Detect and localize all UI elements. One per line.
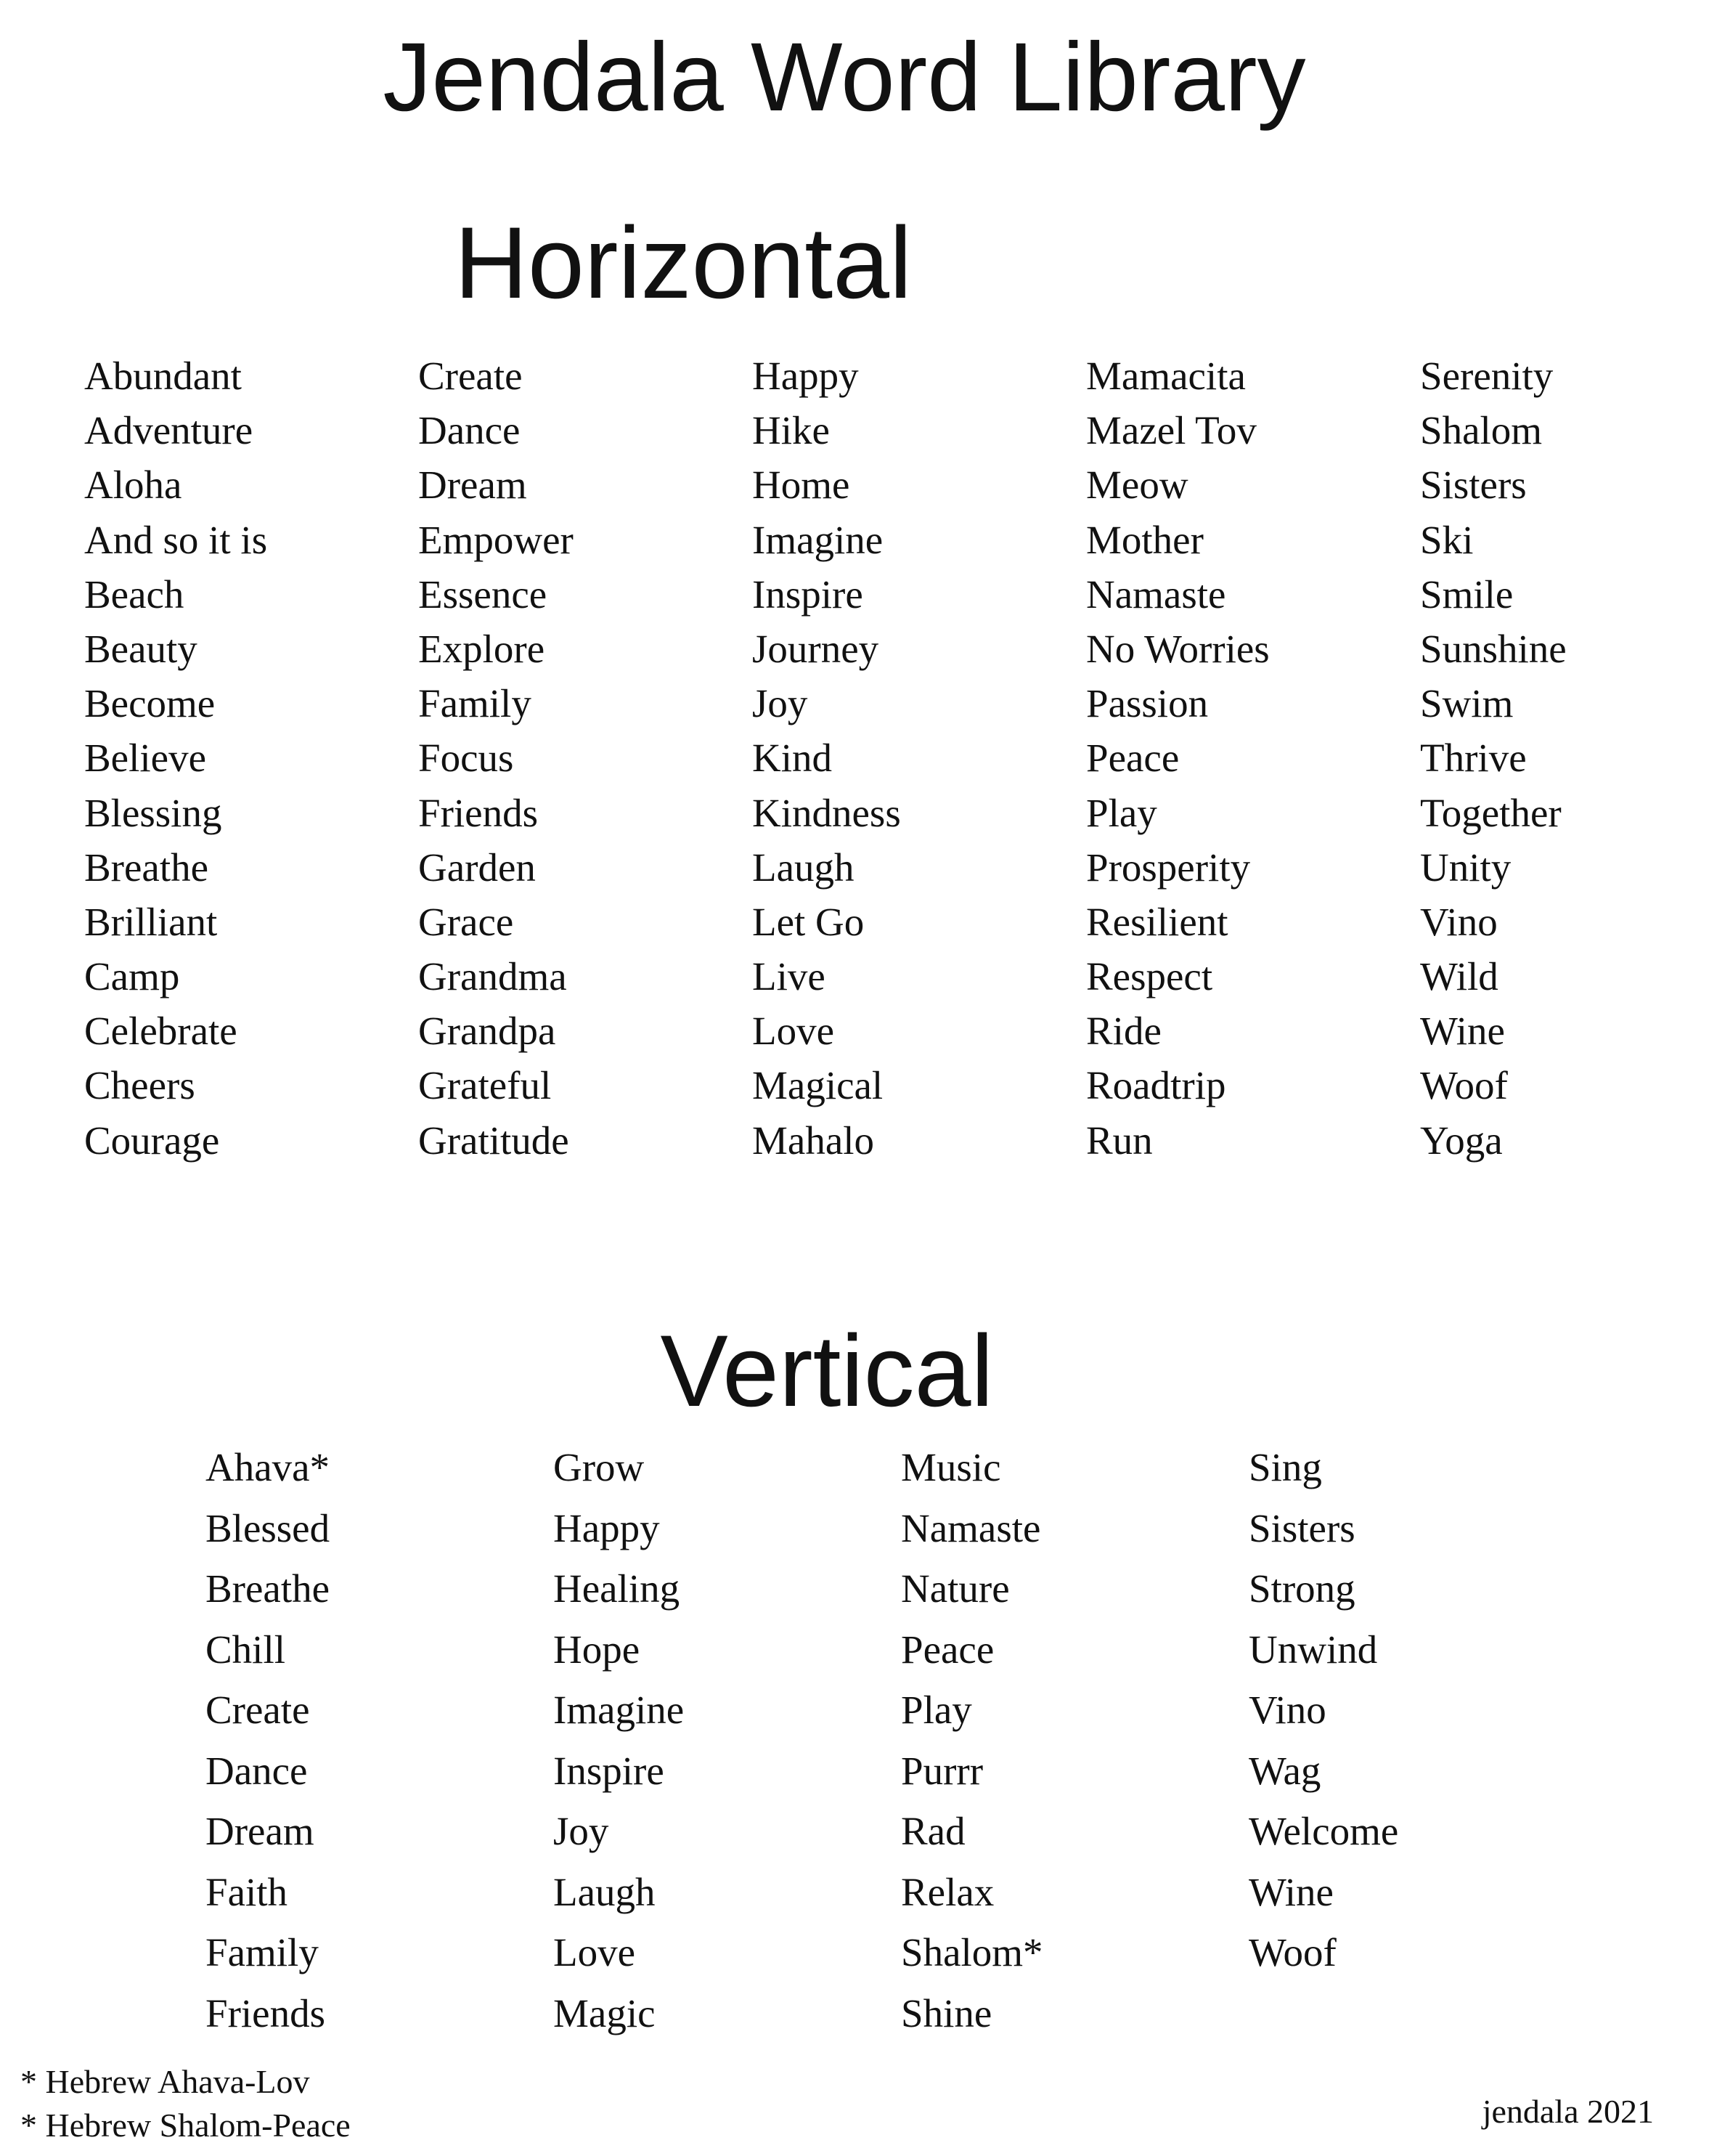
word: Mazel Tov bbox=[1086, 408, 1257, 453]
word: Joy bbox=[752, 681, 808, 726]
word: Aloha bbox=[84, 463, 182, 508]
vertical-heading: Vertical bbox=[660, 1314, 994, 1428]
word: Rad bbox=[901, 1809, 966, 1853]
word: Peace bbox=[1086, 736, 1180, 781]
word: Healing bbox=[553, 1566, 680, 1611]
word: Hike bbox=[752, 408, 830, 453]
word: Believe bbox=[84, 736, 206, 781]
word: Abundant bbox=[84, 354, 242, 398]
word: Joy bbox=[553, 1809, 609, 1853]
word: Family bbox=[205, 1930, 319, 1974]
vertical-column-2 bbox=[553, 1437, 901, 2043]
word: Beauty bbox=[84, 626, 197, 671]
word: Relax bbox=[901, 1869, 995, 1914]
word: And so it is bbox=[84, 517, 268, 562]
word: Woof bbox=[1249, 1930, 1337, 1974]
word: Camp bbox=[84, 954, 180, 999]
word: Empower bbox=[418, 517, 574, 562]
word: Brilliant bbox=[84, 899, 218, 944]
horizontal-column-5 bbox=[1420, 349, 1709, 1168]
word: Adventure bbox=[84, 408, 253, 453]
word: Happy bbox=[553, 1505, 660, 1550]
word: Serenity bbox=[1420, 354, 1554, 398]
word: Sisters bbox=[1420, 463, 1527, 508]
word: Sunshine bbox=[1420, 626, 1567, 671]
horizontal-heading: Horizontal bbox=[454, 206, 913, 320]
vertical-word-list bbox=[205, 1437, 1596, 2043]
horizontal-column-4 bbox=[1086, 349, 1420, 1168]
word: Strong bbox=[1249, 1566, 1355, 1611]
vertical-column-3 bbox=[901, 1437, 1249, 2043]
word: Together bbox=[1420, 790, 1562, 835]
word: Essence bbox=[418, 571, 547, 617]
word: Focus bbox=[418, 736, 514, 781]
word: Namaste bbox=[1086, 571, 1226, 617]
word: Play bbox=[1086, 790, 1157, 835]
horizontal-column-2 bbox=[418, 349, 752, 1168]
word: Breathe bbox=[205, 1566, 330, 1611]
word: Faith bbox=[205, 1869, 288, 1914]
word: Live bbox=[752, 954, 825, 999]
footnote-ahava: * Hebrew Ahava-Lov bbox=[20, 2063, 310, 2100]
word: Unity bbox=[1420, 845, 1512, 890]
word: Music bbox=[901, 1445, 1001, 1489]
word: Unwind bbox=[1249, 1627, 1378, 1672]
word: Blessed bbox=[205, 1505, 330, 1550]
word: Woof bbox=[1420, 1063, 1508, 1108]
word: Welcome bbox=[1249, 1809, 1399, 1853]
word: Become bbox=[84, 681, 216, 726]
page-title: Jendala Word Library bbox=[383, 23, 1306, 131]
word: Let Go bbox=[752, 899, 865, 944]
word: Mother bbox=[1086, 517, 1204, 562]
word: Laugh bbox=[553, 1869, 656, 1914]
word: Dream bbox=[418, 463, 527, 508]
word: Meow bbox=[1086, 463, 1188, 508]
word: Shalom* bbox=[901, 1930, 1043, 1974]
word: Resilient bbox=[1086, 899, 1228, 944]
word: Nature bbox=[901, 1566, 1010, 1611]
word: Imagine bbox=[553, 1688, 685, 1732]
word: Love bbox=[553, 1930, 636, 1974]
word: Wine bbox=[1420, 1009, 1505, 1054]
word: Grandpa bbox=[418, 1009, 556, 1054]
word: Create bbox=[418, 354, 523, 398]
word: Dream bbox=[205, 1809, 314, 1853]
word: Respect bbox=[1086, 954, 1213, 999]
word: Ride bbox=[1086, 1009, 1162, 1054]
word: No Worries bbox=[1086, 626, 1270, 671]
word: Dance bbox=[205, 1748, 308, 1793]
word: Inspire bbox=[752, 571, 863, 617]
word: Dance bbox=[418, 408, 521, 453]
credit: jendala 2021 bbox=[1482, 2093, 1654, 2130]
word: Family bbox=[418, 681, 531, 726]
word: Chill bbox=[205, 1627, 286, 1672]
word: Love bbox=[752, 1009, 835, 1054]
word: Grandma bbox=[418, 954, 567, 999]
word: Kindness bbox=[752, 790, 901, 835]
word: Sing bbox=[1249, 1445, 1322, 1489]
word: Happy bbox=[752, 354, 859, 398]
word: Swim bbox=[1420, 681, 1514, 726]
word: Yoga bbox=[1420, 1118, 1503, 1163]
word: Ahava* bbox=[205, 1445, 330, 1489]
word: Shine bbox=[901, 1990, 992, 2035]
word: Blessing bbox=[84, 790, 222, 835]
word: Hope bbox=[553, 1627, 640, 1672]
word: Purrr bbox=[901, 1748, 984, 1793]
word: Sisters bbox=[1249, 1505, 1355, 1550]
word: Shalom bbox=[1420, 408, 1543, 453]
word: Magic bbox=[553, 1990, 656, 2035]
word: Passion bbox=[1086, 681, 1209, 726]
word: Smile bbox=[1420, 571, 1514, 617]
word: Kind bbox=[752, 736, 832, 781]
word: Mamacita bbox=[1086, 354, 1246, 398]
word: Friends bbox=[205, 1990, 325, 2035]
word: Breathe bbox=[84, 845, 209, 890]
word: Peace bbox=[901, 1627, 995, 1672]
word: Magical bbox=[752, 1063, 884, 1108]
word: Celebrate bbox=[84, 1009, 237, 1054]
vertical-column-4 bbox=[1249, 1437, 1596, 2043]
word: Gratitude bbox=[418, 1118, 569, 1163]
horizontal-column-1 bbox=[84, 349, 418, 1168]
word: Vino bbox=[1420, 899, 1498, 944]
word: Inspire bbox=[553, 1748, 664, 1793]
word: Garden bbox=[418, 845, 536, 890]
word: Create bbox=[205, 1688, 310, 1732]
word: Vino bbox=[1249, 1688, 1326, 1732]
word: Grateful bbox=[418, 1063, 552, 1108]
footnote-shalom: * Hebrew Shalom-Peace bbox=[20, 2107, 351, 2144]
word: Wag bbox=[1249, 1748, 1321, 1793]
word: Home bbox=[752, 463, 850, 508]
word: Imagine bbox=[752, 517, 884, 562]
vertical-column-1 bbox=[205, 1437, 553, 2043]
word: Thrive bbox=[1420, 736, 1527, 781]
word: Namaste bbox=[901, 1505, 1041, 1550]
word: Ski bbox=[1420, 517, 1474, 562]
word: Grow bbox=[553, 1445, 645, 1489]
word: Courage bbox=[84, 1118, 220, 1163]
word: Friends bbox=[418, 790, 538, 835]
word: Journey bbox=[752, 626, 879, 671]
word: Prosperity bbox=[1086, 845, 1251, 890]
word: Cheers bbox=[84, 1063, 195, 1108]
word: Roadtrip bbox=[1086, 1063, 1226, 1108]
word: Play bbox=[901, 1688, 972, 1732]
word: Run bbox=[1086, 1118, 1153, 1163]
word: Wild bbox=[1420, 954, 1498, 999]
horizontal-column-3 bbox=[752, 349, 1086, 1168]
horizontal-word-list bbox=[84, 349, 1709, 1168]
word: Explore bbox=[418, 626, 545, 671]
word: Mahalo bbox=[752, 1118, 875, 1163]
word: Wine bbox=[1249, 1869, 1334, 1914]
word: Laugh bbox=[752, 845, 854, 890]
word: Beach bbox=[84, 571, 184, 617]
word: Grace bbox=[418, 899, 514, 944]
